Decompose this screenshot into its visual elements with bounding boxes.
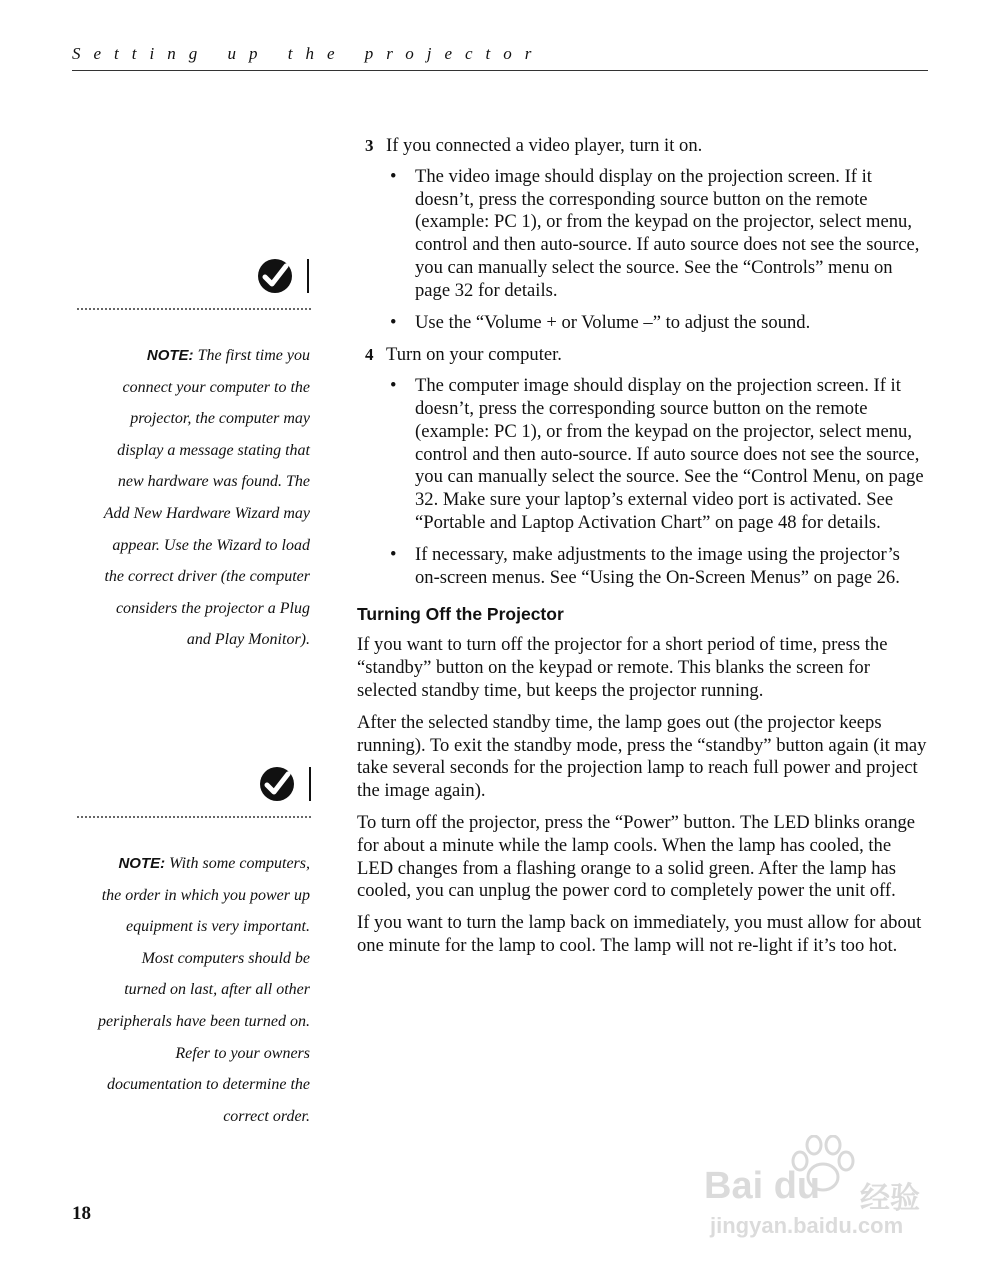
bullet-list xyxy=(357,166,927,335)
note-line: the order in which you power up xyxy=(101,886,310,904)
note-line: Most computers should be xyxy=(141,949,310,967)
note-line: the correct driver (the computer xyxy=(104,568,310,586)
list-item xyxy=(357,166,927,303)
watermark-url: jingyan.baidu.com xyxy=(710,1213,904,1238)
note-line: The first time you xyxy=(193,347,310,364)
watermark-brand: Bai du xyxy=(704,1165,821,1207)
note-label: NOTE: xyxy=(146,347,194,364)
note-line: appear. Use the Wizard to load xyxy=(112,536,310,554)
watermark xyxy=(700,1135,940,1245)
watermark-chinese: 经验 xyxy=(860,1182,920,1215)
sidebar-note xyxy=(72,340,310,656)
note-divider xyxy=(77,308,311,310)
note-divider xyxy=(77,816,311,818)
note-line: With some computers, xyxy=(165,855,310,872)
note-line: display a message stating that xyxy=(117,441,310,459)
note-line: peripherals have been turned on. xyxy=(98,1012,310,1030)
step-4 xyxy=(357,344,927,367)
step-3 xyxy=(357,135,927,158)
note-line: connect your computer to the xyxy=(122,378,310,396)
note-line: correct order. xyxy=(223,1107,310,1125)
note-label: NOTE: xyxy=(118,855,166,872)
checkmark-note-icon xyxy=(256,257,314,295)
list-item xyxy=(357,544,927,590)
note-line: Add New Hardware Wizard may xyxy=(103,504,310,522)
list-item-text: Use the “Volume + or Volume –” to adjust the sound. xyxy=(415,311,811,333)
header-rule xyxy=(72,70,928,71)
step-text: Turn on your computer. xyxy=(386,344,562,366)
note-line: turned on last, after all other xyxy=(124,981,310,999)
note-line: considers the projector a Plug xyxy=(115,599,310,617)
bullet-glyph: • xyxy=(390,375,397,397)
paragraph: To turn off the projector, press the “Power” button. The LED blinks orange for about a minute while the lamp cools. When the lamp has cooled, the LED changes from a flashing orange to a solid green. After the lamp has cooled, you can unplug the power cord to completely power the unit off. xyxy=(357,811,916,902)
note-line: Refer to your owners xyxy=(175,1044,310,1062)
list-item-text: The computer image should display on the projection screen. If it doesn’t, press the corresponding source button on the remote (example: PC 1), or from the keypad on the projector, select menu, control and then auto-source. If auto source does not see the source, you can manually select the source. See the “Control Menu, on page 32. Make sure your laptop’s external video port is activated. See “Portable and Laptop Activation Chart” on page 48 for details. xyxy=(415,375,924,533)
step-number: 4 xyxy=(365,345,374,365)
bullet-glyph: • xyxy=(390,543,397,565)
list-item-text: If necessary, make adjustments to the image using the projector’s on-screen menus. See “Using the On-Screen Menus” on page 26. xyxy=(415,543,900,588)
note-line: new hardware was found. The xyxy=(117,473,310,491)
section-heading: Turning Off the Projector xyxy=(357,604,564,625)
step-text: If you connected a video player, turn it on. xyxy=(386,135,703,156)
list-item-text: The video image should display on the projection screen. If it doesn’t, press the corresponding source button on the remote (example: PC 1), or from the keypad on the projector, select menu, control and then auto-source. If auto source does not see the source, you can manually select the source. See the “Controls” menu on page 32 for details. xyxy=(415,165,920,301)
list-item xyxy=(357,375,927,535)
sidebar-note xyxy=(72,848,310,1132)
bullet-glyph: • xyxy=(390,311,397,333)
paragraph: If you want to turn the lamp back on immediately, you must allow for about one minute for the lamp to cool. The lamp will not re-light if it’s too hot. xyxy=(357,912,922,956)
paragraph: If you want to turn off the projector for a short period of time, press the “standby” button on the keypad or remote. This blanks the screen for selected standby time, but keeps the projector running. xyxy=(357,634,888,701)
page-number: 18 xyxy=(72,1203,91,1224)
note-line: documentation to determine the xyxy=(106,1076,310,1094)
main-content xyxy=(357,135,927,967)
step-number: 3 xyxy=(365,136,374,155)
note-line: equipment is very important. xyxy=(126,918,310,936)
checkmark-note-icon xyxy=(258,765,316,803)
note-line: and Play Monitor). xyxy=(186,631,310,649)
bullet-list xyxy=(357,375,927,589)
bullet-glyph: • xyxy=(390,165,397,187)
running-header: Setting up the projector xyxy=(72,44,545,63)
paragraph: After the selected standby time, the lamp goes out (the projector keeps running). To exit the standby mode, press the “standby” button again (it may take several seconds for the projection lamp to reach full power and project the image again). xyxy=(357,711,927,802)
list-item xyxy=(357,312,927,335)
note-line: projector, the computer may xyxy=(130,410,310,428)
